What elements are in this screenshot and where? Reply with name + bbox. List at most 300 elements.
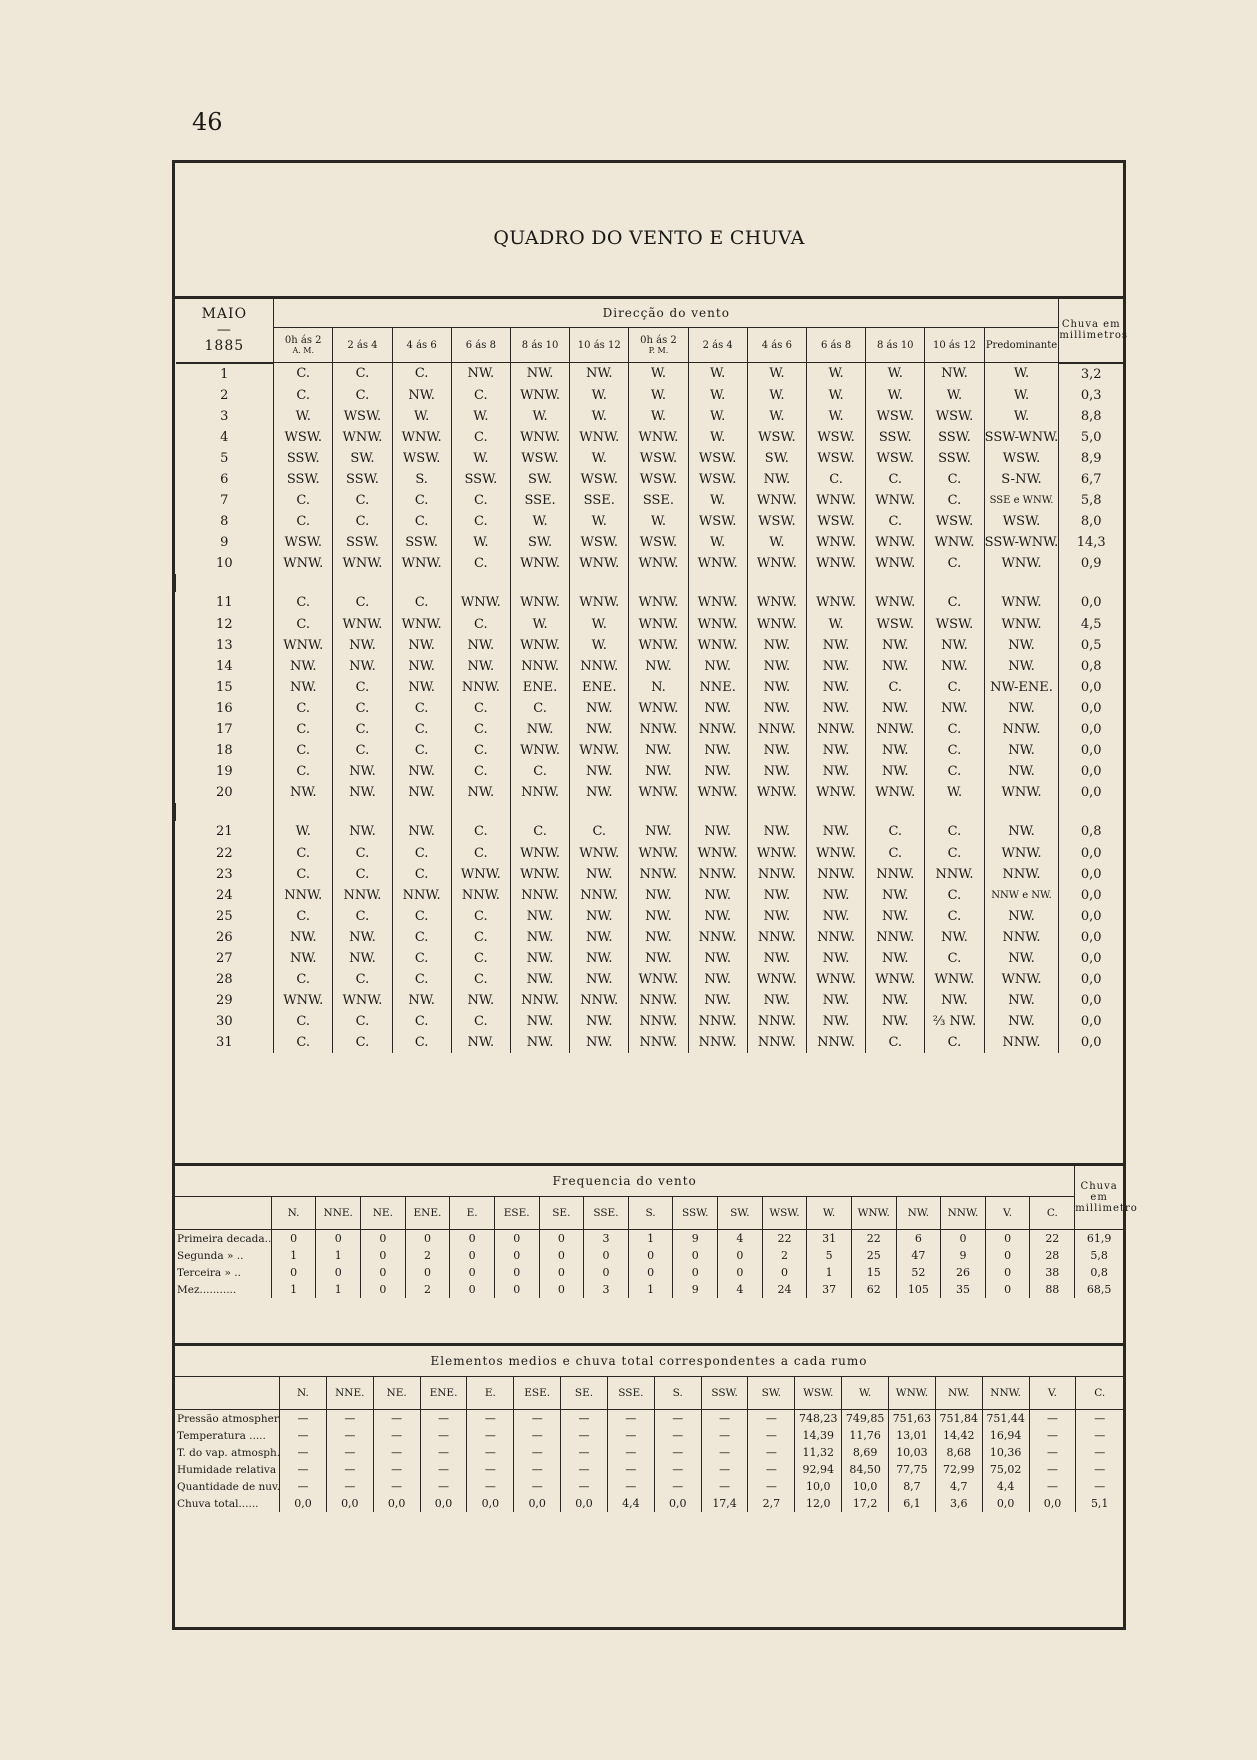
wind-cell: NW. — [688, 948, 747, 969]
wind-cell: NW. — [510, 927, 569, 948]
table-row — [176, 635, 1124, 656]
spacer-cell — [866, 803, 925, 821]
wind-cell: C. — [451, 553, 510, 574]
wind-cell: NW. — [629, 927, 688, 948]
wind-cell: NNW. — [747, 927, 806, 948]
count-cell: 0 — [673, 1247, 718, 1264]
count-cell: 0 — [494, 1281, 539, 1298]
wind-cell: WSW. — [570, 469, 629, 490]
wind-cell: SSW. — [925, 427, 984, 448]
table-row — [176, 698, 1124, 719]
rain-cell: 68,5 — [1075, 1281, 1123, 1298]
wind-cell: NW. — [688, 990, 747, 1011]
count-cell: 0 — [450, 1230, 495, 1248]
wind-cell: W. — [747, 406, 806, 427]
predominant-cell: WNW. — [984, 782, 1059, 803]
table-row — [176, 948, 1124, 969]
count-cell: 0 — [718, 1247, 763, 1264]
table-row — [175, 1478, 1123, 1495]
wind-cell: W. — [925, 385, 984, 406]
day-cell: 14 — [216, 658, 233, 674]
count-cell: 35 — [941, 1281, 986, 1298]
wind-cell: C. — [866, 469, 925, 490]
direction-header: WSW. — [795, 1377, 842, 1410]
value-cell: — — [607, 1410, 654, 1428]
count-cell: 1 — [271, 1247, 316, 1264]
wind-cell: WSW. — [392, 448, 451, 469]
hour-label: 6 ás 8 — [820, 339, 852, 351]
direction-header: E. — [450, 1197, 495, 1230]
hour-header — [570, 328, 629, 363]
wind-cell: W. — [451, 406, 510, 427]
wind-cell: WNW. — [747, 553, 806, 574]
wind-cell: NW. — [806, 990, 865, 1011]
value-cell: — — [654, 1427, 701, 1444]
wind-cell: NNW. — [806, 864, 865, 885]
value-cell: — — [607, 1461, 654, 1478]
wind-cell: WSW. — [925, 614, 984, 635]
value-cell: — — [607, 1427, 654, 1444]
rain-cell: 5,8 — [1059, 490, 1123, 511]
wind-cell: NW. — [866, 635, 925, 656]
table-row — [176, 740, 1124, 761]
wind-cell: W. — [747, 363, 806, 385]
table-row — [176, 821, 1124, 842]
value-cell: 0,0 — [280, 1495, 327, 1512]
value-cell: — — [748, 1478, 795, 1495]
wind-cell: C. — [451, 821, 510, 842]
table-row — [176, 677, 1124, 698]
direction-header: SW. — [718, 1197, 763, 1230]
wind-cell: WNW. — [925, 969, 984, 990]
wind-cell: C. — [510, 761, 569, 782]
wind-cell: C. — [451, 1011, 510, 1032]
direction-header: WNW. — [889, 1377, 936, 1410]
wind-cell: WNW. — [806, 842, 865, 863]
page-title: QUADRO DO VENTO E CHUVA — [493, 227, 805, 249]
rain-cell: 14,3 — [1059, 532, 1123, 553]
wind-cell: WSW. — [629, 532, 688, 553]
wind-cell: WNW. — [688, 592, 747, 613]
wind-cell: WNW. — [629, 842, 688, 863]
wind-cell: C. — [925, 740, 984, 761]
wind-cell: NW. — [333, 782, 392, 803]
month-year-header: MAIO — 1885 — [176, 299, 274, 363]
wind-cell: NNW. — [747, 1011, 806, 1032]
table-row — [175, 1495, 1123, 1512]
wind-cell: SSW. — [333, 469, 392, 490]
wind-cell: NW. — [688, 821, 747, 842]
wind-cell: NW. — [333, 761, 392, 782]
wind-cell: NW. — [866, 740, 925, 761]
rain-cell: 0,8 — [1059, 821, 1123, 842]
value-cell: — — [748, 1410, 795, 1428]
value-cell: — — [701, 1478, 748, 1495]
value-cell: 0,0 — [561, 1495, 608, 1512]
rain-cell: 0,0 — [1059, 948, 1123, 969]
wind-cell: NNW. — [747, 864, 806, 885]
day-cell: 1 — [220, 366, 229, 382]
hour-label: 10 ás 12 — [577, 339, 621, 351]
count-cell: 28 — [1030, 1247, 1075, 1264]
wind-cell: NW. — [629, 656, 688, 677]
wind-cell: C. — [451, 906, 510, 927]
wind-cell: W. — [451, 448, 510, 469]
wind-cell: C. — [451, 948, 510, 969]
value-cell: 4,4 — [982, 1478, 1029, 1495]
wind-cell: W. — [570, 614, 629, 635]
row-label: Chuva total...... — [177, 1497, 259, 1510]
wind-cell: WNW. — [451, 864, 510, 885]
wind-cell: NW. — [570, 969, 629, 990]
table-row — [175, 1247, 1123, 1264]
wind-cell: C. — [451, 719, 510, 740]
wind-cell: C. — [333, 490, 392, 511]
wind-cell: W. — [806, 406, 865, 427]
spacer-cell — [984, 574, 1059, 592]
wind-cell: C. — [333, 1011, 392, 1032]
rain-cell: 0,9 — [1059, 553, 1123, 574]
wind-cell: NNW. — [510, 782, 569, 803]
wind-cell: WNW. — [866, 490, 925, 511]
count-cell: 0 — [628, 1247, 673, 1264]
table-row — [176, 363, 1124, 385]
hour-header — [925, 328, 984, 363]
wind-cell: NNW. — [629, 1032, 688, 1053]
wind-cell: WNW. — [688, 635, 747, 656]
wind-cell: NW. — [629, 740, 688, 761]
spacer-cell — [274, 574, 333, 592]
wind-cell: C. — [925, 821, 984, 842]
wind-cell: WNW. — [510, 864, 569, 885]
wind-cell: C. — [274, 719, 333, 740]
wind-cell: WNW. — [570, 427, 629, 448]
spacer-cell — [688, 574, 747, 592]
wind-cell: NNW. — [806, 927, 865, 948]
wind-cell: SSW. — [925, 448, 984, 469]
wind-cell: NNW. — [866, 864, 925, 885]
rain-cell: 4,5 — [1059, 614, 1123, 635]
wind-cell: W. — [866, 363, 925, 385]
wind-cell: C. — [451, 511, 510, 532]
rain-cell: 0,8 — [1059, 656, 1123, 677]
predominant-cell: WNW. — [984, 969, 1059, 990]
wind-cell: C. — [806, 469, 865, 490]
rain-cell: 0,0 — [1059, 990, 1123, 1011]
wind-cell: C. — [333, 906, 392, 927]
wind-cell: C. — [274, 740, 333, 761]
wind-cell: WNW. — [570, 592, 629, 613]
wind-cell: W. — [688, 532, 747, 553]
direction-header: NE. — [373, 1377, 420, 1410]
value-cell: 0,0 — [326, 1495, 373, 1512]
spacer-cell — [1059, 803, 1123, 821]
wind-cell: NNW. — [274, 885, 333, 906]
table-row — [176, 511, 1124, 532]
spacer-cell — [925, 574, 984, 592]
wind-cell: NW. — [866, 698, 925, 719]
value-cell: — — [280, 1444, 327, 1461]
predominant-cell: NW. — [984, 821, 1059, 842]
value-cell: — — [280, 1410, 327, 1428]
value-cell: 751,84 — [935, 1410, 982, 1428]
spacer-cell — [392, 574, 451, 592]
wind-cell: NW. — [274, 927, 333, 948]
wind-cell: NNW. — [747, 1032, 806, 1053]
table-row — [175, 1410, 1123, 1428]
wind-cell: NW. — [570, 761, 629, 782]
wind-cell: WNW. — [747, 592, 806, 613]
wind-cell: WNW. — [747, 969, 806, 990]
direction-header: NW. — [896, 1197, 941, 1230]
count-cell: 0 — [361, 1281, 406, 1298]
count-cell: 0 — [450, 1247, 495, 1264]
row-label: Pressão atmospher. — [177, 1412, 282, 1425]
count-cell: 0 — [941, 1230, 986, 1248]
wind-cell: NW. — [747, 990, 806, 1011]
day-cell: 31 — [216, 1035, 233, 1051]
rain-cell: 0,0 — [1059, 842, 1123, 863]
wind-cell: W. — [570, 448, 629, 469]
direction-header: N. — [280, 1377, 327, 1410]
table-row — [175, 1264, 1123, 1281]
day-cell: 6 — [220, 472, 229, 488]
table-row — [176, 614, 1124, 635]
wind-cell: SSW. — [274, 448, 333, 469]
wind-cell: WNW. — [570, 740, 629, 761]
hour-label: 2 ás 4 — [347, 339, 378, 351]
day-cell: 21 — [216, 824, 233, 840]
wind-cell: NNW. — [510, 656, 569, 677]
wind-cell: C. — [274, 969, 333, 990]
wind-cell: W. — [688, 427, 747, 448]
count-cell: 22 — [762, 1230, 807, 1248]
predominant-cell: SSW-WNW. — [984, 532, 1059, 553]
hour-period: P. M. — [648, 346, 669, 355]
count-cell: 0 — [271, 1230, 316, 1248]
direction-header: C. — [1030, 1197, 1075, 1230]
wind-cell: W. — [806, 614, 865, 635]
wind-cell: C. — [392, 1011, 451, 1032]
table-row — [176, 906, 1124, 927]
table-row — [176, 448, 1124, 469]
value-cell: 10,0 — [842, 1478, 889, 1495]
wind-cell: W. — [747, 385, 806, 406]
mean-elements-header: Elementos medios e chuva total correspondentes a cada rumo — [175, 1346, 1123, 1377]
count-cell: 0 — [361, 1247, 406, 1264]
direction-header: SSW. — [673, 1197, 718, 1230]
wind-cell: C. — [274, 592, 333, 613]
value-cell: — — [561, 1427, 608, 1444]
count-cell: 38 — [1030, 1264, 1075, 1281]
wind-frequency-section — [175, 1163, 1138, 1298]
wind-cell: NW. — [866, 656, 925, 677]
wind-cell: C. — [392, 719, 451, 740]
wind-cell: WNW. — [806, 592, 865, 613]
spacer-cell — [451, 574, 510, 592]
table-row — [176, 842, 1124, 863]
wind-cell: NW. — [274, 656, 333, 677]
value-cell: 8,68 — [935, 1444, 982, 1461]
value-cell: — — [420, 1410, 467, 1428]
table-row — [175, 1461, 1123, 1478]
wind-cell: C. — [925, 592, 984, 613]
wind-cell: NW. — [510, 1032, 569, 1053]
day-cell: 29 — [216, 993, 233, 1009]
wind-cell: WSW. — [866, 448, 925, 469]
wind-cell: NW. — [747, 761, 806, 782]
wind-cell: WNW. — [274, 553, 333, 574]
count-cell: 0 — [539, 1281, 584, 1298]
wind-cell: WSW. — [866, 406, 925, 427]
day-cell: 23 — [216, 866, 233, 882]
value-cell: — — [654, 1478, 701, 1495]
value-cell: 17,2 — [842, 1495, 889, 1512]
rain-cell: 8,8 — [1059, 406, 1123, 427]
wind-cell: W. — [570, 406, 629, 427]
wind-cell: NW. — [570, 363, 629, 385]
wind-cell: WNW. — [629, 614, 688, 635]
wind-cell: NW. — [451, 782, 510, 803]
value-cell: 84,50 — [842, 1461, 889, 1478]
wind-cell: C. — [451, 427, 510, 448]
value-cell: — — [607, 1444, 654, 1461]
predominant-cell: NW. — [984, 635, 1059, 656]
wind-cell: NNW. — [392, 885, 451, 906]
value-cell: — — [467, 1478, 514, 1495]
value-cell: — — [1029, 1461, 1076, 1478]
day-cell: 26 — [216, 929, 233, 945]
row-label: Quantidade de nuv. — [177, 1480, 281, 1493]
rain-cell: 0,3 — [1059, 385, 1123, 406]
count-cell: 0 — [405, 1230, 450, 1248]
spacer-cell — [570, 803, 629, 821]
count-cell: 9 — [673, 1281, 718, 1298]
wind-cell: NNW. — [629, 1011, 688, 1032]
spacer-cell — [688, 803, 747, 821]
value-cell: — — [373, 1444, 420, 1461]
wind-cell: WNW. — [866, 532, 925, 553]
direction-header: ENE. — [405, 1197, 450, 1230]
day-cell: 24 — [216, 887, 233, 903]
wind-cell: W. — [274, 821, 333, 842]
count-cell: 24 — [762, 1281, 807, 1298]
value-cell: 92,94 — [795, 1461, 842, 1478]
rain-cell: 0,0 — [1059, 677, 1123, 698]
wind-cell: WSW. — [806, 427, 865, 448]
day-cell: 22 — [216, 845, 233, 861]
wind-cell: NW. — [925, 990, 984, 1011]
count-cell: 5 — [807, 1247, 852, 1264]
predominant-cell: NW. — [984, 948, 1059, 969]
spacer-cell — [806, 803, 865, 821]
day-cell: 4 — [220, 429, 229, 445]
wind-cell: WNW. — [747, 842, 806, 863]
table-row — [176, 719, 1124, 740]
wind-cell: SSW. — [451, 469, 510, 490]
hour-label: 6 ás 8 — [465, 339, 496, 351]
day-cell: 17 — [216, 722, 233, 738]
day-cell: 11 — [216, 595, 233, 611]
value-cell: 749,85 — [842, 1410, 889, 1428]
wind-cell: C. — [333, 1032, 392, 1053]
wind-cell: NW. — [747, 906, 806, 927]
wind-cell: WNW. — [274, 635, 333, 656]
count-cell: 0 — [584, 1247, 629, 1264]
value-cell: 751,44 — [982, 1410, 1029, 1428]
value-cell: — — [561, 1461, 608, 1478]
mean-elements-body — [175, 1410, 1123, 1513]
count-cell: 1 — [316, 1247, 361, 1264]
rain-cell: 0,0 — [1059, 761, 1123, 782]
day-cell: 9 — [220, 535, 229, 551]
count-cell: 0 — [628, 1264, 673, 1281]
wind-cell: NW. — [806, 740, 865, 761]
direction-header: N. — [271, 1197, 316, 1230]
wind-cell: NNW. — [688, 1011, 747, 1032]
table-row — [175, 1427, 1123, 1444]
wind-cell: NW. — [747, 635, 806, 656]
wind-cell: NW. — [392, 782, 451, 803]
direction-header: V. — [1029, 1377, 1076, 1410]
row-label: Segunda » .. — [177, 1249, 244, 1262]
row-label: Primeira decada.. — [177, 1232, 272, 1245]
wind-cell: C. — [925, 490, 984, 511]
value-cell: — — [561, 1444, 608, 1461]
wind-cell: NW. — [451, 990, 510, 1011]
predominant-cell: WSW. — [984, 511, 1059, 532]
value-cell: — — [326, 1478, 373, 1495]
wind-cell: NW. — [866, 1011, 925, 1032]
table-row — [176, 656, 1124, 677]
wind-cell: SW. — [747, 448, 806, 469]
wind-cell: NW. — [629, 948, 688, 969]
wind-cell: C. — [510, 821, 569, 842]
wind-cell: C. — [392, 1032, 451, 1053]
wind-cell: C. — [925, 719, 984, 740]
value-cell: 4,4 — [607, 1495, 654, 1512]
value-cell: — — [514, 1478, 561, 1495]
wind-cell: C. — [392, 969, 451, 990]
value-cell: — — [1076, 1461, 1123, 1478]
spacer-cell — [176, 574, 274, 592]
wind-cell: WNW. — [510, 427, 569, 448]
wind-cell: WNW. — [629, 553, 688, 574]
count-cell: 0 — [361, 1264, 406, 1281]
wind-cell: NW. — [747, 656, 806, 677]
wind-cell: NW. — [629, 761, 688, 782]
wind-cell: WNW. — [629, 969, 688, 990]
spacer-cell — [925, 803, 984, 821]
wind-cell: WNW. — [451, 592, 510, 613]
wind-direction-header: Direcção do vento — [274, 299, 1059, 328]
table-row — [175, 1444, 1123, 1461]
wind-cell: NNW. — [866, 719, 925, 740]
wind-cell: W. — [688, 406, 747, 427]
wind-cell: WNW. — [806, 532, 865, 553]
value-cell: — — [280, 1427, 327, 1444]
wind-cell: SSW. — [866, 427, 925, 448]
wind-cell: C. — [925, 906, 984, 927]
wind-cell: C. — [451, 385, 510, 406]
value-cell: — — [1076, 1427, 1123, 1444]
wind-cell: WNW. — [688, 782, 747, 803]
wind-cell: S. — [392, 469, 451, 490]
day-cell: 12 — [216, 616, 233, 632]
wind-cell: NW. — [747, 821, 806, 842]
wind-cell: C. — [392, 927, 451, 948]
wind-cell: NNW. — [629, 990, 688, 1011]
